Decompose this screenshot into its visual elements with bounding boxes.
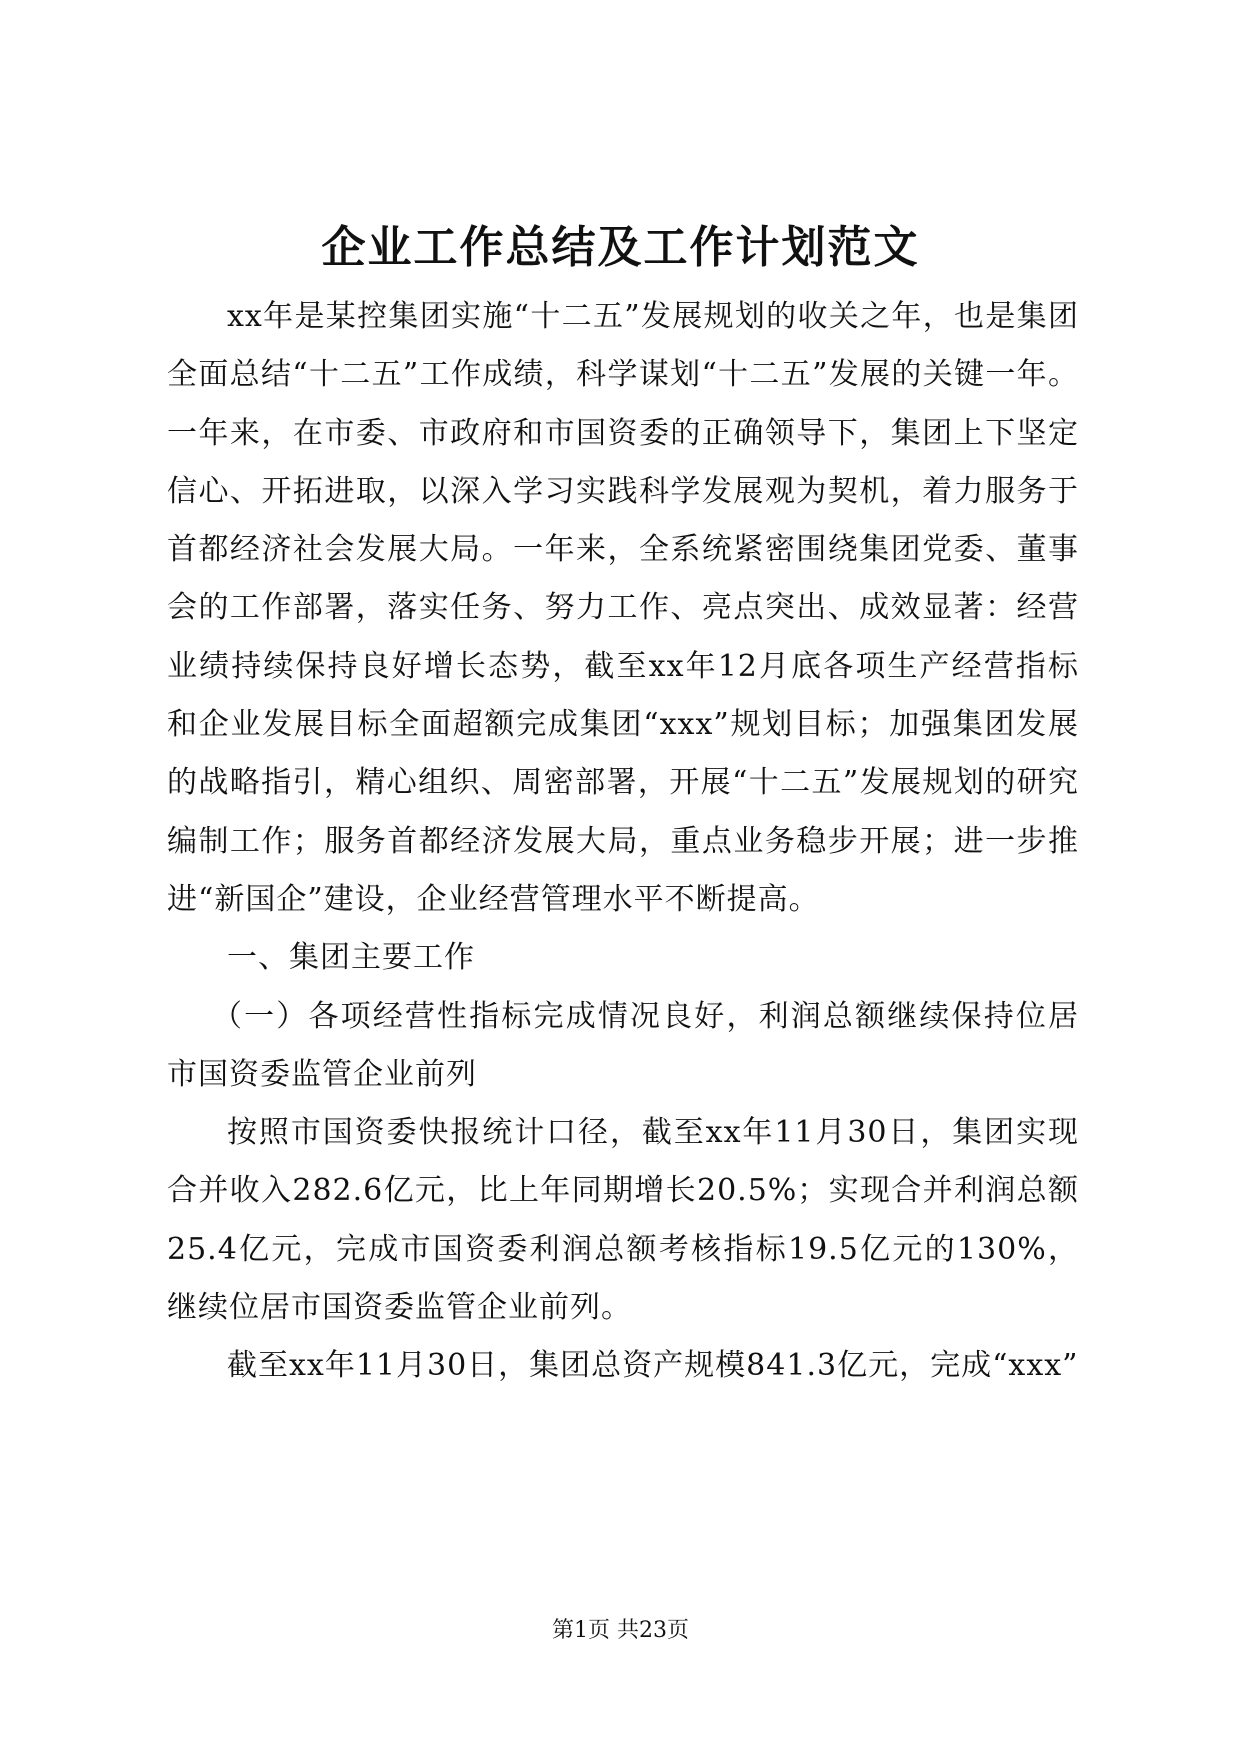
paragraph-intro: xx年是某控集团实施“十二五”发展规划的收关之年，也是集团全面总结“十二五”工作成绩，科学谋划“十二五”发展的关键一年。一年来，在市委、市政府和市国资委的正确领导下，集团上下坚定信心、开拓进取，以深入学习实践科学发展观为契机，着力服务于首都经济社会发展大局。一年来，全系统紧密围绕集团党委、董事会的工作部署，落实任务、努力工作、亮点突出、成效显著：经营业绩持续保持良好增长态势，截至xx年12月底各项生产经营指标和企业发展目标全面超额完成集团“xxx”规划目标；加强集团发展的战略指引，精心组织、周密部署，开展“十二五”发展规划的研究编制工作；服务首都经济发展大局，重点业务稳步开展；进一步推进“新国企”建设，企业经营管理水平不断提高。 (167, 299, 1079, 917)
section-heading: 一、集团主要工作 (227, 940, 475, 976)
document-title: 企业工作总结及工作计划范文 (321, 222, 920, 273)
paragraph-assets: 截至xx年11月30日，集团总资产规模841.3亿元，完成“xxx” (227, 1348, 1079, 1384)
paragraph-revenue: 按照市国资委快报统计口径，截至xx年11月30日，集团实现合并收入282.6亿元，比上年同期增长20.5%；实现合并利润总额25.4亿元，完成市国资委利润总额考核指标19.5亿元的130%，继续位居市国资委监管企业前列。 (167, 1115, 1079, 1326)
subsection-heading: （一）各项经营性指标完成情况良好，利润总额继续保持位居市国资委监管企业前列 (167, 998, 1079, 1092)
document-body (167, 288, 1079, 1396)
page-footer: 第1页 共23页 (552, 1618, 689, 1643)
